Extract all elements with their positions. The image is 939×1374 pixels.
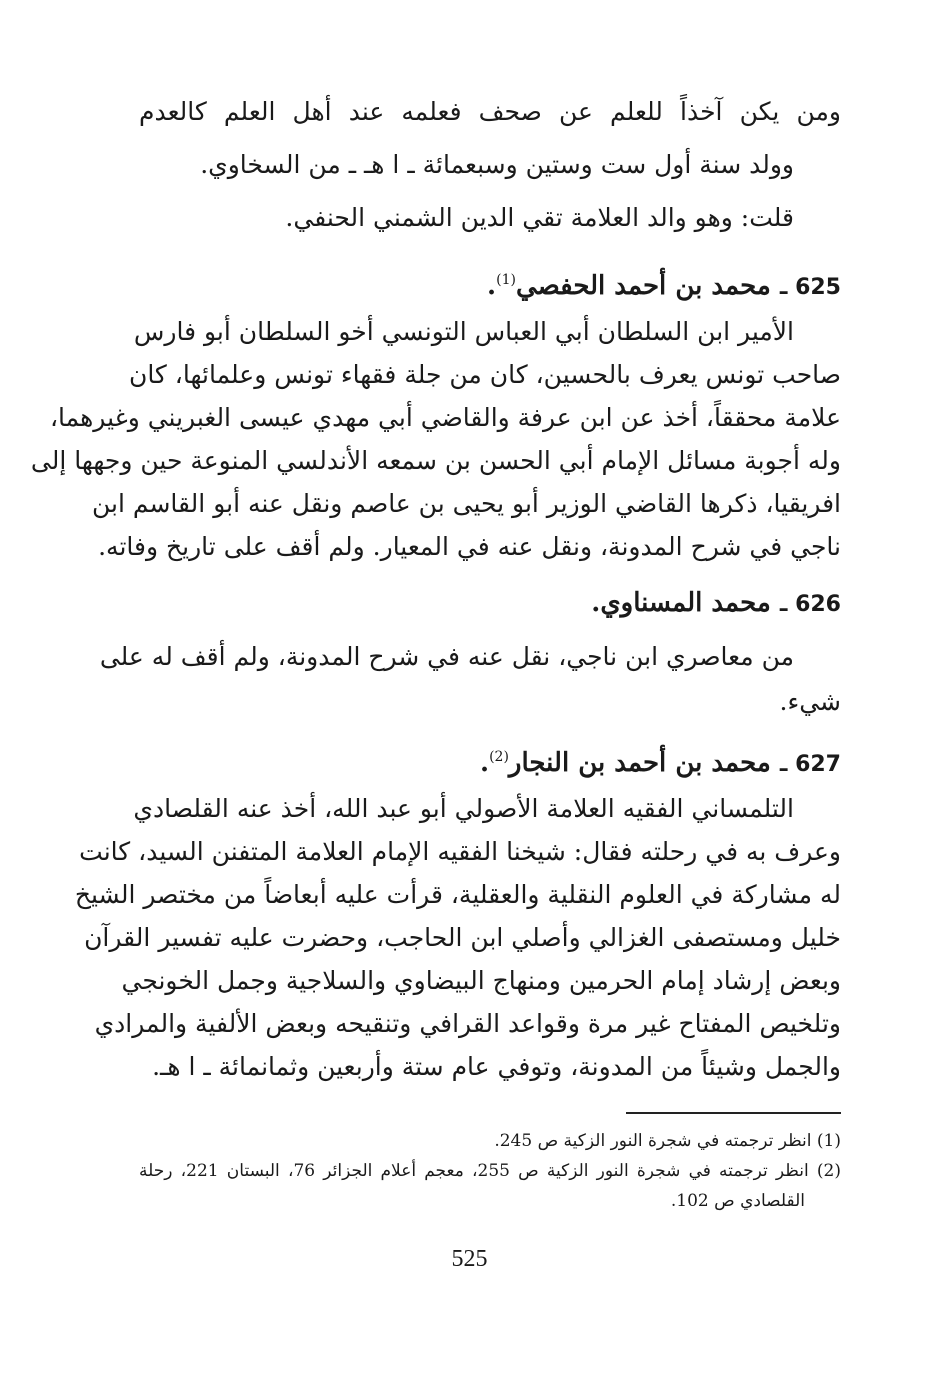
entry-name: محمد بن أحمد بن النجار bbox=[508, 748, 771, 778]
footnote-2: (2) انظر ترجمته في شجرة النور الزكية ص 255، معجم أعلام الجزائر 76، البستان 221، رحلة bbox=[139, 1161, 841, 1181]
body-line: الأمير ابن السلطان أبي العباس التونسي أخو السلطان أبو فارس bbox=[133, 317, 794, 346]
entry-heading-625 bbox=[139, 260, 841, 308]
heading-trail: . bbox=[480, 748, 490, 778]
footnote-2-continued: القلصادي ص 102. bbox=[670, 1191, 805, 1211]
footnote-1: (1) انظر ترجمته في شجرة النور الزكية ص 245. bbox=[494, 1131, 841, 1151]
entry-heading-626 bbox=[139, 583, 841, 625]
body-line: التلمساني الفقيه العلامة الأصولي أبو عبد الله، أخذ عنه القلصادي bbox=[133, 794, 794, 823]
body-line: شيء. bbox=[779, 687, 841, 716]
entry-number: 625 ـ bbox=[779, 275, 841, 300]
footnote-separator bbox=[626, 1112, 841, 1114]
entry-name: محمد المسناوي bbox=[600, 588, 771, 618]
entry-heading-627 bbox=[139, 737, 841, 785]
body-line: علامة محققاً، أخذ عن ابن عرفة والقاضي أبي مهدي عيسى الغبريني وغيرهما، bbox=[49, 403, 841, 432]
body-line: له مشاركة في العلوم النقلية والعقلية، قرأت عليه أبعاضاً من مختصر الشيخ bbox=[74, 880, 841, 909]
footnote-ref: (1) bbox=[496, 272, 516, 288]
entry-name: محمد بن أحمد الحفصي bbox=[515, 271, 771, 301]
body-line: وتلخيص المفتاح غير مرة وقواعد القرافي وتنقيحه وبعض الألفية والمرادي bbox=[94, 1009, 841, 1038]
body-line: من معاصري ابن ناجي، نقل عنه في شرح المدونة، ولم أقف له على bbox=[99, 642, 794, 671]
heading-trail: . bbox=[487, 271, 497, 301]
body-line: افريقيا، ذكرها القاضي الوزير أبو يحيى بن عاصم ونقل عنه أبو القاسم ابن bbox=[91, 489, 841, 518]
poem-verse: ومن يكن آخذاً للعلم عن صحف فعلمه عند أهل العلم كالعدم bbox=[139, 97, 841, 126]
body-line: وله أجوبة مسائل الإمام أبي الحسن بن سمعه الأندلسي المنوعة حين وجهها إلى bbox=[30, 446, 841, 475]
heading-trail: . bbox=[591, 588, 601, 618]
footnote-ref: (2) bbox=[489, 749, 509, 765]
body-line: قلت: وهو والد العلامة تقي الدين الشمني الحنفي. bbox=[285, 203, 794, 232]
body-line: وبعض إرشاد إمام الحرمين ومنهاج البيضاوي والسلاجية وجمل الخونجي bbox=[121, 966, 841, 995]
body-line: خليل ومستصفى الغزالي وأصلي ابن الحاجب، وحضرت عليه تفسير القرآن bbox=[84, 923, 841, 952]
entry-number: 626 ـ bbox=[779, 592, 841, 617]
entry-number: 627 ـ bbox=[779, 752, 841, 777]
body-line: صاحب تونس يعرف بالحسين، كان من جلة فقهاء تونس وعلمائها، كان bbox=[128, 360, 841, 389]
body-line: ناجي في شرح المدونة، ونقل عنه في المعيار. ولم أقف على تاريخ وفاته. bbox=[98, 532, 841, 561]
page-number: 525 bbox=[451, 1246, 488, 1272]
body-line: وعرف به في رحلته فقال: شيخنا الفقيه الإمام العلامة المتفنن السيد، كانت bbox=[79, 837, 841, 866]
body-line: والجمل وشيئاً من المدونة، وتوفي عام ستة وأربعين وثمانمائة ـ ا هـ. bbox=[152, 1052, 841, 1081]
body-line: وولد سنة أول ست وستين وسبعمائة ـ ا هـ ـ من السخاوي. bbox=[200, 150, 794, 179]
